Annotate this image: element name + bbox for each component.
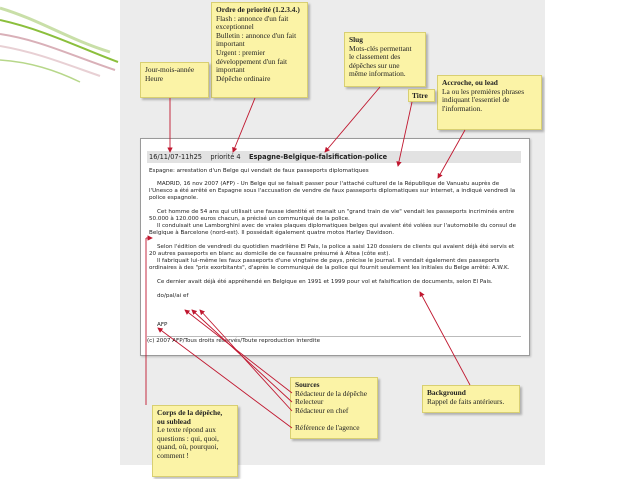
note-line: quand, où, pourquoi,: [157, 442, 219, 452]
dispatch-date: 16/11/07-11h25: [149, 153, 202, 161]
note-title: Accroche, ou lead: [442, 78, 498, 87]
arrow-accroche: [438, 130, 465, 178]
dispatch-copyright: (c) 2007 AFP/Tous droits réservés/Toute reproduction interdite: [147, 336, 521, 346]
note-line: important: [216, 65, 245, 75]
note-title: Ordre de priorité (1.2.3.4.): [216, 5, 300, 14]
note-line: dépêches sur une: [349, 60, 400, 70]
note-line: La ou les premières phrases: [442, 86, 525, 96]
note-line: indiquant l'essentiel de: [442, 95, 510, 105]
note-line: Rédacteur de la dépêche: [295, 388, 368, 398]
note-line: Urgent : premier: [216, 47, 266, 57]
note-line: Référence de l'agence: [295, 422, 360, 432]
arrow-slug: [325, 87, 380, 152]
dispatch-priority: priorité 4: [210, 153, 241, 161]
note-title: Slug: [349, 35, 363, 44]
note-line: le classement des: [349, 52, 401, 62]
arrow-sources-agence: [158, 328, 292, 428]
note-line: Flash : annonce d'un fait: [216, 13, 289, 23]
note-line: l'information.: [442, 103, 483, 113]
dispatch-title: Espagne: arrestation d'un Belge qui vendait de faux passeports diplomatiques: [149, 168, 369, 174]
dispatch-signature: do/pal/ai ef: [157, 293, 189, 299]
note-line: Dépêche ordinaire: [216, 73, 271, 83]
arrow-sources-1: [185, 310, 292, 393]
dispatch-agency: AFP: [157, 322, 168, 328]
note-line: exceptionnel: [216, 22, 254, 32]
note-line: Rappel de faits antérieurs.: [427, 396, 505, 406]
note-line: questions : qui, quoi,: [157, 433, 219, 443]
dispatch-paragraph: Il conduisait une Lamborghini avec de vraies plaques diplomatiques belges qui avaient été volées sur l'automobile du consul de Belgique à Barcelone (nord-est). Il possédait également quatre motos Harley Davidson.: [149, 223, 517, 236]
note-line: Rédacteur en chef: [295, 405, 349, 415]
arrow-titre: [398, 102, 412, 166]
note-line: Mots-clés permettant: [349, 43, 412, 53]
note-line: Le texte répond aux: [157, 425, 216, 435]
arrow-ordre: [233, 98, 255, 152]
note-title: Sources: [295, 380, 320, 389]
note-line: Bulletin : annonce d'un fait: [216, 30, 297, 40]
note-title: Corps de la dépêche,: [157, 408, 223, 417]
dispatch-slug: Espagne-Belgique-falsification-police: [248, 153, 388, 161]
note-line: même information.: [349, 69, 406, 79]
note-title: Background: [427, 388, 466, 397]
dispatch-lead: MADRID, 16 nov 2007 (AFP) - Un Belge qui se faisait passer pour l'attaché culturel de la République de Vanuatu auprès de l'Unesco a été arrêté en Espagne sous l'accusation de vendre de faux passeports diplomatiques sur internet, a indiqué vendredi la police espagnole.: [149, 181, 516, 201]
dispatch-paragraph: Selon l'édition de vendredi du quotidien madrilène El Pais, la police a saisi 120 dossiers de clients qui avaient déjà été servis et 20 autres passeports en blanc au domicile de ce faussaire présumé à Altea (côte est).: [149, 244, 515, 257]
arrow-sources-3: [200, 310, 292, 411]
dispatch-background: Ce dernier avait déjà été appréhendé en Belgique en 1991 et 1999 pour vol et falsification de documents, selon El Pais.: [157, 279, 493, 285]
note-line: Relecteur: [295, 397, 324, 407]
dispatch-paragraph: Cet homme de 54 ans qui utilisait une fausse identité et menait un "grand train de vie" vendait les passeports incriminés entre 50.000 à 120.000 euros chacun, a précisé un communiqué de la police.: [149, 209, 515, 222]
note-line: Heure: [145, 73, 164, 83]
arrow-background: [420, 292, 470, 385]
dispatch-paragraph: Il fabriquait lui-même les faux passeports d'une vingtaine de pays, précise le journal. Il vendait également des passeports ordinaires à des "prix exorbitants", d'après le communiqué de la police qui fournit seulement les initiales du Belge arrêté: A.W.K.: [149, 258, 510, 271]
note-title: ou sublead: [157, 416, 191, 426]
note-line: Jour-mois-année: [145, 65, 195, 74]
note-title: Titre: [412, 91, 428, 100]
note-line: important: [216, 39, 245, 49]
note-line: développement d'un fait: [216, 56, 288, 66]
note-line: comment !: [157, 450, 189, 460]
